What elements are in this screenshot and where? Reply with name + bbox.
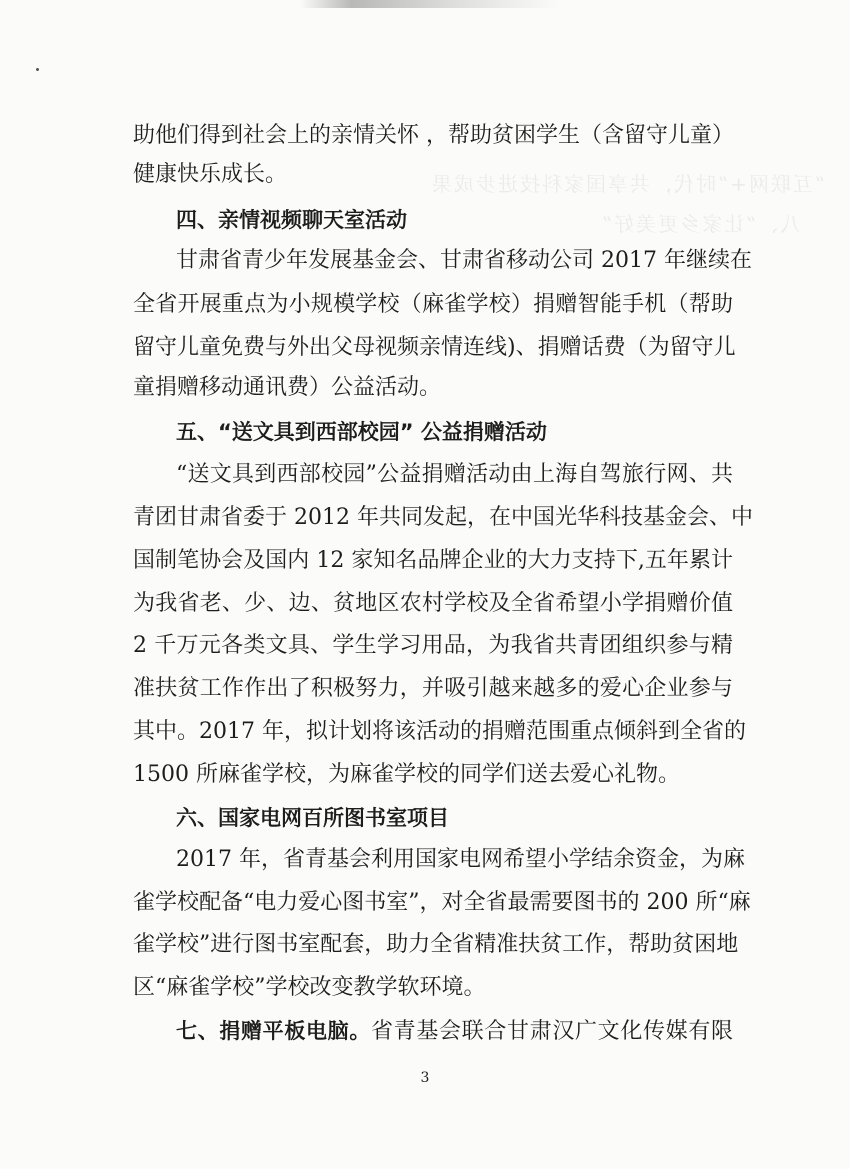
page-number: 3 — [420, 1070, 430, 1086]
inline-heading: 七、捐赠平板电脑。 — [176, 1019, 371, 1043]
body-line: 2 千万元各类文具、学生学习用品，为我省共青团组织参与精 — [133, 633, 733, 658]
body-line: 助他们得到社会上的亲情关怀 ，帮助贫困学生（含留守儿童） — [133, 123, 734, 148]
section-heading-inline — [176, 1011, 733, 1051]
inline-heading-text: 省青基会联合甘肃汉广文化传媒有限 — [371, 1019, 733, 1044]
scan-speck — [36, 68, 39, 71]
body-line: 青团甘肃省委于 2012 年共同发起，在中国光华科技基金会、中 — [133, 505, 753, 530]
body-line: 甘肃省青少年发展基金会、甘肃省移动公司 2017 年继续在 — [176, 248, 752, 273]
section-heading: 五、“送文具到西部校园” 公益捐赠活动 — [176, 420, 547, 444]
body-line: 留守儿童免费与外出父母视频亲情连线)、捐赠话费（为留守儿 — [133, 335, 736, 360]
body-line: “送文具到西部校园”公益捐赠活动由上海自驾旅行网、共 — [176, 462, 733, 487]
bleed-through-text: “互联网+”时代，共享国家科技进步成果 — [430, 172, 826, 196]
body-line: 2017 年，省青基会利用国家电网希望小学结余资金，为麻 — [176, 847, 745, 872]
body-line: 为我省老、少、边、贫地区农村学校及全省希望小学捐赠价值 — [133, 591, 733, 616]
scan-top-artifact — [300, 0, 560, 8]
section-heading: 四、亲情视频聊天室活动 — [176, 208, 407, 232]
body-line: 1500 所麻雀学校，为麻雀学校的同学们送去爱心礼物。 — [133, 762, 680, 787]
body-line: 国制笔协会及国内 12 家知名品牌企业的大力支持下,五年累计 — [133, 548, 733, 573]
body-line: 健康快乐成长。 — [133, 162, 288, 187]
body-line: 雀学校配备“电力爱心图书室”，对全省最需要图书的 200 所“麻 — [133, 890, 751, 915]
body-line: 童捐赠移动通讯费）公益活动。 — [133, 375, 442, 400]
section-heading: 六、国家电网百所图书室项目 — [176, 806, 449, 830]
body-line: 准扶贫工作作出了积极努力，并吸引越来越多的爱心企业参与 — [133, 676, 733, 701]
body-line: 全省开展重点为小规模学校（麻雀学校）捐赠智能手机（帮助 — [133, 292, 733, 317]
body-line: 雀学校”进行图书室配套，助力全省精准扶贫工作，帮助贫困地 — [133, 932, 739, 957]
body-line: 区“麻雀学校”学校改变教学软环境。 — [133, 975, 486, 1000]
body-line: 其中。2017 年，拟计划将该活动的捐赠范围重点倾斜到全省的 — [133, 719, 746, 744]
bleed-through-text: 八、“让家乡更美好” — [600, 212, 801, 236]
